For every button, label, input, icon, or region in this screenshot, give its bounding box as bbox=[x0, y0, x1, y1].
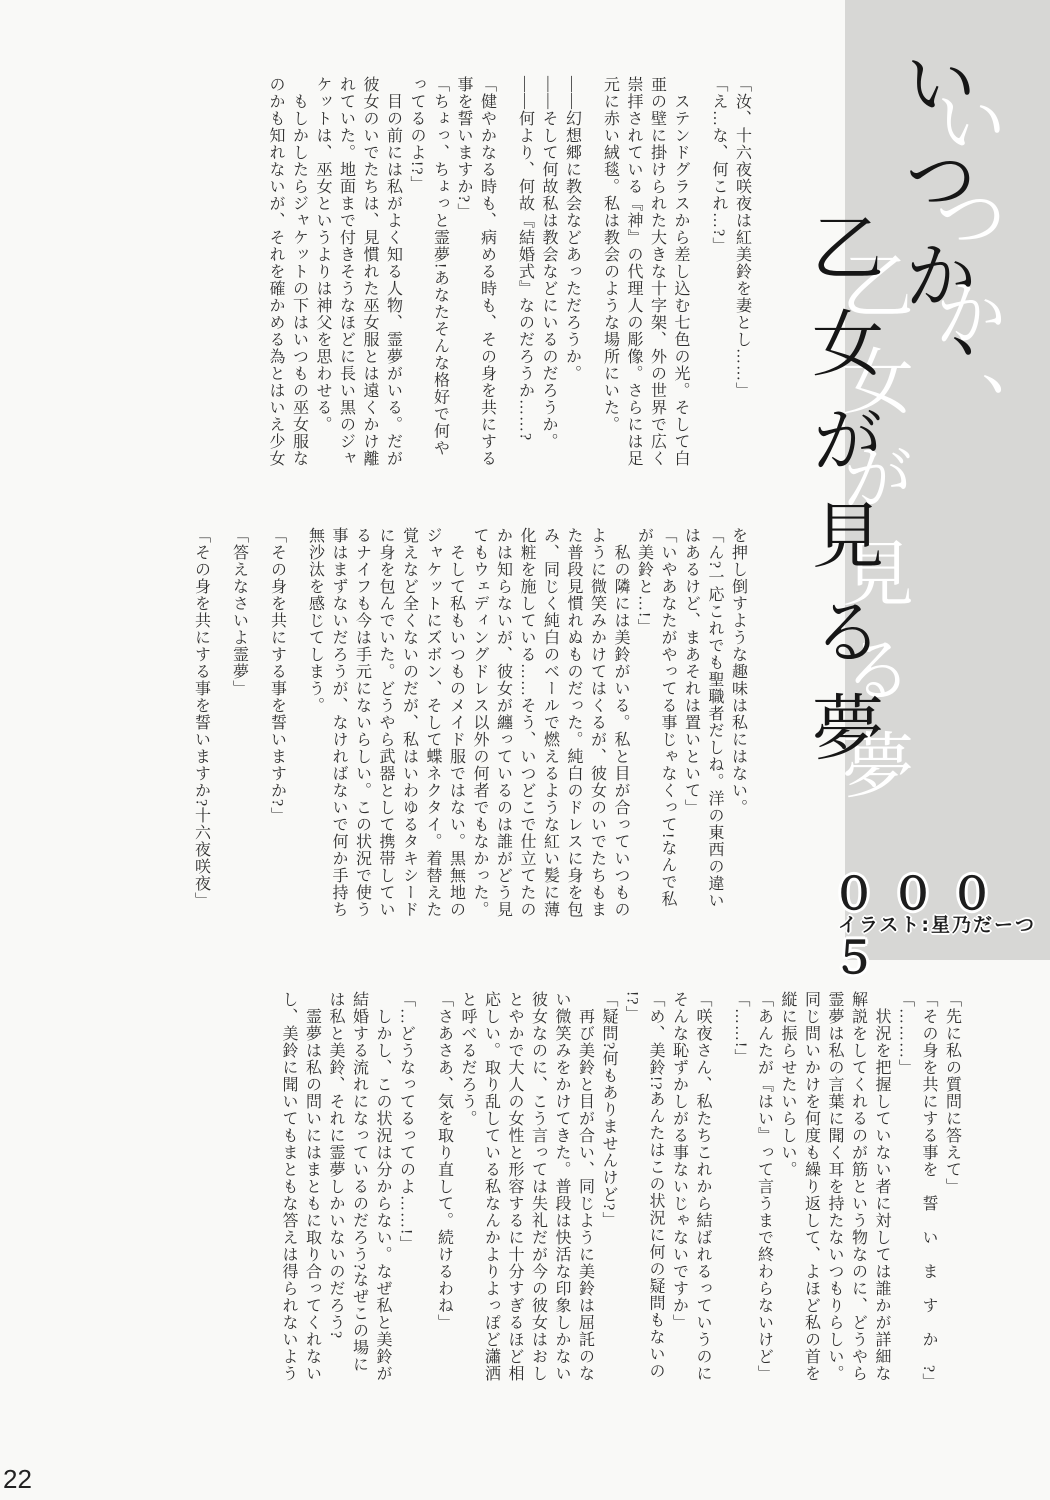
text-column: 縦に振らせたいらしい。 bbox=[779, 991, 796, 1178]
text-column: 「…どうなってるってのよ……!」 bbox=[397, 991, 415, 1253]
text-column: もしかしたらジャケットの下はいつもの巫女服な bbox=[290, 93, 308, 467]
text-column: 「その身を共にする事を 誓 い ま す か ?」 bbox=[920, 991, 937, 1391]
text-column: ってるのよ!?」 bbox=[408, 76, 425, 193]
text-column: 「め、美鈴!?あんたはこの状況に何の疑問もないの bbox=[647, 991, 664, 1380]
text-column: を押し倒すような趣味は私にはない。 bbox=[729, 527, 747, 816]
text-column: 結婚する流れになっているのだろう?なぜこの場に bbox=[350, 991, 368, 1374]
text-column: 「その身を共にする事を誓いますか?」 bbox=[268, 527, 286, 825]
text-column: 「いやあなたがやってる事じゃなくって!なんで私 bbox=[659, 527, 676, 908]
text-column: 「さあさあ、気を取り直して。続けるわね」 bbox=[435, 991, 453, 1331]
text-column: ステンドグラスから差し込む七色の光。そして白 bbox=[672, 93, 689, 467]
text-column: 状況を把握していない者に対しては誰かが詳細な bbox=[873, 1008, 890, 1382]
text-column: はあるけど、まあそれは置いといて」 bbox=[682, 527, 700, 816]
text-column: ジャケットにズボン、そして蝶ネクタイ。着替えた bbox=[424, 527, 441, 918]
text-column: 元に赤い絨毯。私は教会のような場所にいた。 bbox=[601, 76, 619, 433]
text-column: かは知らないが、彼女が纏っているのは誰がどう見 bbox=[494, 527, 512, 918]
text-column: 目の前には私がよく知る人物、霊夢がいる。だが bbox=[384, 93, 402, 467]
text-column: 無沙汰を感じてしまう。 bbox=[306, 527, 324, 714]
text-band-middle bbox=[185, 527, 753, 955]
text-column: れていた。地面まで付きそうなほどに長い黒のジャ bbox=[337, 76, 355, 467]
text-column: 私の隣には美鈴がいる。私と目が合っていつもの bbox=[612, 544, 629, 918]
text-column: が美鈴と…!」 bbox=[635, 527, 653, 636]
text-column: ――そして何故私は教会などにいるのだろうか。 bbox=[540, 76, 557, 450]
text-column: み、同じく純白のベールで燃えるような紅い髪に薄 bbox=[541, 527, 559, 918]
text-column: 「ん?一応これでも聖職者だしね。洋の東西の違い bbox=[706, 527, 723, 910]
text-column: と呼べるだろう。 bbox=[459, 991, 476, 1127]
text-column: 「先に私の質問に答えて」 bbox=[943, 991, 961, 1195]
text-column: てもウェディングドレス以外の何者でもなかった。 bbox=[471, 527, 488, 918]
text-column: ように微笑みかけてはくるが、彼女のいでたちもま bbox=[588, 527, 606, 918]
story-title-line-1: いつか、 bbox=[892, 45, 978, 429]
text-column: に身を包んでいた。どうやら武器として携帯してい bbox=[377, 527, 394, 918]
text-column: 事はまずないだろうが、なければないで何か手持ち bbox=[330, 527, 347, 918]
text-column: 「ちょっ、ちょっと霊夢!あなたそんな格好で何や bbox=[431, 76, 449, 457]
text-column: しかし、この状況は分からない。なぜ私と美鈴が bbox=[374, 1008, 391, 1382]
text-column: るナイフも今は手元にないらしい。この状況で使う bbox=[353, 527, 371, 918]
text-column: ケットは、巫女というよりは神父を思わせる。 bbox=[314, 76, 331, 433]
text-column: 崇拝されている『神』の代理人の彫像。さらには足 bbox=[625, 76, 642, 467]
text-column: 事を誓いますか?」 bbox=[455, 76, 472, 221]
text-column: のかも知れないが、それを確かめる為とはいえ少女 bbox=[267, 76, 284, 467]
text-column: 覚えなど全くないのだが、私はいわゆるタキシード bbox=[400, 527, 418, 918]
text-column: 「疑問?何もありませんけど?」 bbox=[600, 991, 617, 1229]
text-column: そんな恥ずかしがる事ないじゃないですか」 bbox=[670, 991, 688, 1331]
text-column: そして私もいつものメイド服ではない。黒無地の bbox=[447, 544, 465, 918]
page-number: 22 bbox=[3, 1464, 32, 1494]
text-band-top bbox=[260, 76, 758, 496]
text-column: 化粧を施している……そう、いつどこで仕立てたの bbox=[518, 527, 535, 918]
text-column: 「え…な、何これ…?」 bbox=[710, 76, 727, 255]
text-column: 「……!」 bbox=[732, 991, 749, 1066]
text-column: ――幻想郷に教会などあっただろうか。 bbox=[563, 76, 581, 382]
text-column: 彼女のいでたちは、見慣れた巫女服とは遠くかけ離 bbox=[361, 76, 378, 467]
text-column: 応しい。取り乱している私なんかよりよっぽど瀟洒 bbox=[482, 991, 500, 1382]
text-column: ――何より、何故『結婚式』なのだろうか……? bbox=[516, 76, 534, 442]
text-column: 「健やかなる時も、病める時も、その身を共にする bbox=[478, 76, 496, 467]
text-column: 「汝、十六夜咲夜は紅美鈴を妻とし……」 bbox=[733, 76, 751, 399]
text-column: 「あんたが『はい』って言うまで終わらないけど」 bbox=[755, 991, 773, 1382]
text-column: は私と美鈴、それに霊夢しかいないのだろう? bbox=[327, 991, 344, 1340]
text-column: 霊夢は私の言葉に聞く耳を持たないつもりらしい。 bbox=[826, 991, 843, 1382]
text-column: い微笑みをかけてきた。普段は快活な印象しかない bbox=[553, 991, 570, 1382]
text-column: 「答えなさいよ霊夢」 bbox=[230, 527, 248, 697]
text-column: 「咲夜さん、私たちこれから結ばれるっていうのに bbox=[694, 991, 711, 1382]
text-column: 彼女なのに、こう言っては失礼だが今の彼女はおし bbox=[529, 991, 547, 1382]
text-band-bottom bbox=[273, 991, 968, 1411]
text-column: 亜の壁に掛けられた大きな十字架、外の世界で広く bbox=[648, 76, 666, 467]
text-column: 解説をしてくれるのが筋という物なのに、どうやら bbox=[849, 991, 867, 1382]
text-column: 霊夢は私の問いにはまともに取り合ってくれない bbox=[303, 1008, 321, 1382]
text-column: 「その身を共にする事を誓いますか?十六夜咲夜」 bbox=[192, 527, 210, 910]
story-title-line-2: 乙女が見る夢 bbox=[800, 210, 884, 786]
text-column: し、美鈴に聞いてもまともな答えは得られないよう bbox=[280, 991, 297, 1382]
text-column: 「………」 bbox=[896, 991, 914, 1076]
issue-number: ０００５ bbox=[832, 869, 1009, 984]
text-column: た普段見慣れぬものだった。純白のドレスに身を包 bbox=[565, 527, 582, 918]
text-column: 再び美鈴と目が合い、同じように美鈴は屈託のな bbox=[576, 1008, 594, 1382]
illustrator-credit: イラスト:星乃だーつ bbox=[838, 914, 1037, 936]
text-column: !?」 bbox=[623, 991, 641, 1023]
text-column: とやかで大人の女性と形容するに十分すぎるほど相 bbox=[506, 991, 523, 1382]
text-column: 同じ問いかけを何度も繰り返して、よほど私の首を bbox=[802, 991, 820, 1382]
